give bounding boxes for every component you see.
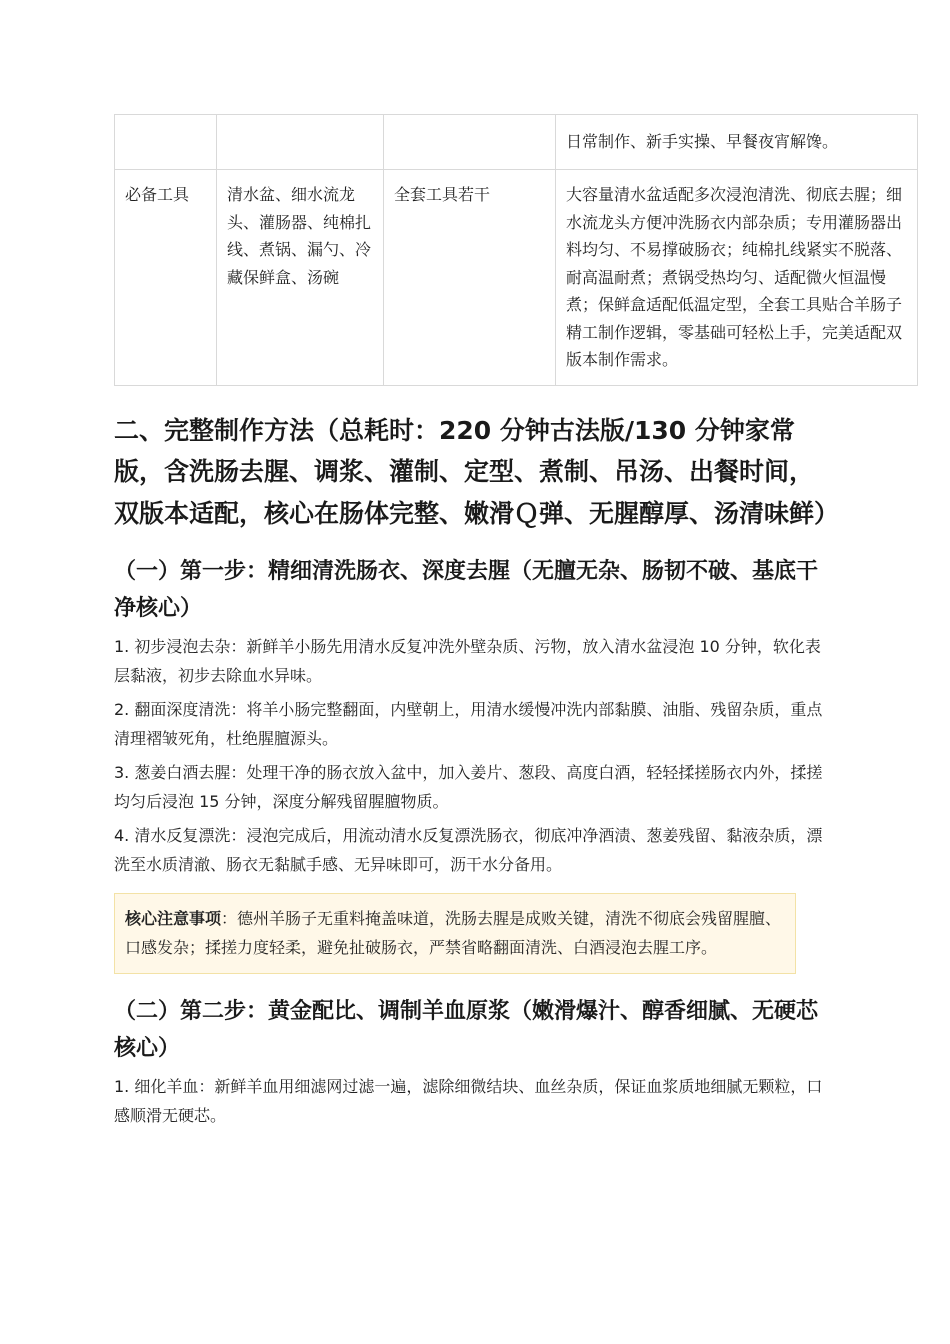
table-cell: 日常制作、新手实操、早餐夜宵解馋。 bbox=[556, 115, 918, 170]
step1-item: 1. 初步浸泡去杂：新鲜羊小肠先用清水反复冲洗外壁杂质、污物，放入清水盆浸泡 10 分钟，软化表层黏液，初步去除血水异味。 bbox=[114, 637, 821, 685]
step1-item: 3. 葱姜白酒去腥：处理干净的肠衣放入盆中，加入姜片、葱段、高度白酒，轻轻揉搓肠衣内外，揉搓均匀后浸泡 15 分钟，深度分解残留腥膻物质。 bbox=[114, 763, 823, 811]
section-heading: 二、完整制作方法（总耗时：220 分钟古法版/130 分钟家常版，含洗肠去腥、调浆、灌制、定型、煮制、吊汤、出餐时间，双版本适配，核心在肠体完整、嫩滑Ｑ弹、无腥醇厚、汤清味鲜） bbox=[114, 415, 840, 528]
table-cell-items: 清水盆、细水流龙头、灌肠器、纯棉扎线、煮锅、漏勺、冷藏保鲜盒、汤碗 bbox=[217, 170, 384, 386]
table-cell-quantity: 全套工具若干 bbox=[384, 170, 556, 386]
step1-item: 2. 翻面深度清洗：将羊小肠完整翻面，内壁朝上，用清水缓慢冲洗内部黏膜、油脂、残留杂质，重点清理褶皱死角，杜绝腥膻源头。 bbox=[114, 700, 823, 748]
note-label: 核心注意事项 bbox=[125, 909, 222, 928]
tools-table bbox=[114, 114, 918, 386]
table-row bbox=[115, 115, 918, 170]
table-row bbox=[115, 170, 918, 386]
table-cell bbox=[384, 115, 556, 170]
step1-item: 4. 清水反复漂洗：浸泡完成后，用流动清水反复漂洗肠衣，彻底冲净酒渍、葱姜残留、黏液杂质，漂洗至水质清澈、肠衣无黏腻手感、无异味即可，沥干水分备用。 bbox=[114, 826, 823, 874]
note-box bbox=[114, 893, 796, 974]
step2-item: 1. 细化羊血：新鲜羊血用细滤网过滤一遍，滤除细微结块、血丝杂质，保证血浆质地细腻无颗粒，口感顺滑无硬芯。 bbox=[114, 1077, 823, 1125]
table-cell-category: 必备工具 bbox=[115, 170, 217, 386]
note-text: ：德州羊肠子无重料掩盖味道，洗肠去腥是成败关键，清洗不彻底会残留腥膻、口感发杂；揉搓力度轻柔，避免扯破肠衣，严禁省略翻面清洗、白酒浸泡去腥工序。 bbox=[125, 909, 782, 957]
document-page bbox=[114, 114, 903, 1136]
step2-heading: （二）第二步：黄金配比、调制羊血原浆（嫩滑爆汁、醇香细腻、无硬芯核心） bbox=[114, 999, 819, 1061]
step1-heading: （一）第一步：精细清洗肠衣、深度去腥（无膻无杂、肠韧不破、基底干净核心） bbox=[114, 559, 819, 621]
table-cell bbox=[217, 115, 384, 170]
table-cell-description: 大容量清水盆适配多次浸泡清洗、彻底去腥；细水流龙头方便冲洗肠衣内部杂质；专用灌肠器出料均匀、不易撑破肠衣；纯棉扎线紧实不脱落、耐高温耐煮；煮锅受热均匀、适配微火恒温慢煮；保鲜盒适配低温定型，全套工具贴合羊肠子精工制作逻辑，零基础可轻松上手，完美适配双版本制作需求。 bbox=[556, 170, 918, 386]
table-cell bbox=[115, 115, 217, 170]
